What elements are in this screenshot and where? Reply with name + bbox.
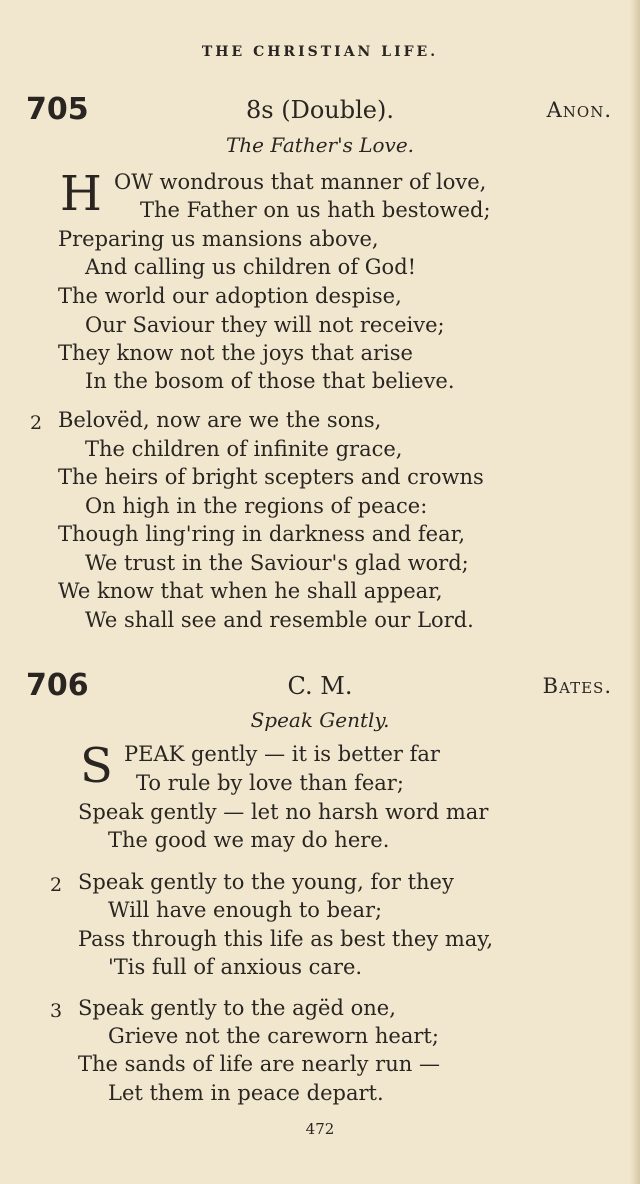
- hymn-header: [0, 668, 640, 708]
- stanza-number: 2: [30, 412, 43, 434]
- verse-line: To rule by love than fear;: [136, 771, 404, 795]
- verse-line: We shall see and resemble our Lord.: [85, 608, 474, 632]
- hymn-number: 705: [26, 92, 89, 127]
- verse-line: We trust in the Saviour's glad word;: [85, 551, 469, 575]
- hymn-author: Anon.: [546, 98, 612, 122]
- verse-line: PEAK gently — it is better far: [124, 742, 440, 766]
- page-number: 472: [305, 1120, 335, 1138]
- verse-line: The world our adoption despise,: [58, 284, 402, 308]
- running-head: THE CHRISTIAN LIFE.: [201, 44, 439, 60]
- verse-line: Grieve not the careworn heart;: [108, 1024, 439, 1048]
- verse-line: The children of infinite grace,: [85, 437, 403, 461]
- verse-line: They know not the joys that arise: [58, 341, 413, 365]
- verse-line: Speak gently to the agëd one,: [78, 996, 396, 1020]
- verse-line: 'Tis full of anxious care.: [108, 955, 363, 979]
- verse-line: Will have enough to bear;: [108, 898, 383, 922]
- verse-line: Let them in peace depart.: [108, 1081, 384, 1105]
- verse-line: The sands of life are nearly run —: [78, 1052, 440, 1076]
- verse-line: On high in the regions of peace:: [85, 494, 428, 518]
- verse-line: OW wondrous that manner of love,: [114, 170, 487, 194]
- hymn-title: Speak Gently.: [250, 708, 390, 732]
- verse-line: The Father on us hath bestowed;: [140, 198, 491, 222]
- verse-line: Our Saviour they will not receive;: [85, 313, 445, 337]
- stanza-number: 2: [50, 874, 63, 896]
- hymn-header: [0, 92, 640, 132]
- page-edge-shadow: [630, 0, 640, 1184]
- verse-line: Speak gently — let no harsh word mar: [78, 800, 489, 824]
- hymn-number: 706: [26, 668, 89, 703]
- hymn-meter: 8s (Double).: [246, 96, 394, 124]
- hymn-author: Bates.: [542, 674, 612, 698]
- verse-line: And calling us children of God!: [85, 255, 417, 279]
- verse-line: In the bosom of those that believe.: [85, 369, 455, 393]
- drop-cap: H: [60, 166, 102, 222]
- verse-line: The heirs of bright scepters and crowns: [58, 465, 484, 489]
- verse-line: Pass through this life as best they may,: [78, 927, 494, 951]
- hymn-meter: C. M.: [287, 672, 353, 700]
- verse-line: Though ling'ring in darkness and fear,: [58, 522, 466, 546]
- verse-line: Speak gently to the young, for they: [78, 870, 454, 894]
- verse-line: The good we may do here.: [108, 828, 390, 852]
- verse-line: We know that when he shall appear,: [58, 579, 443, 603]
- stanza-number: 3: [50, 1000, 63, 1022]
- drop-cap: S: [80, 738, 113, 794]
- verse-line: Preparing us mansions above,: [58, 227, 379, 251]
- hymn-title: The Father's Love.: [225, 133, 415, 157]
- verse-line: Belovëd, now are we the sons,: [58, 408, 382, 432]
